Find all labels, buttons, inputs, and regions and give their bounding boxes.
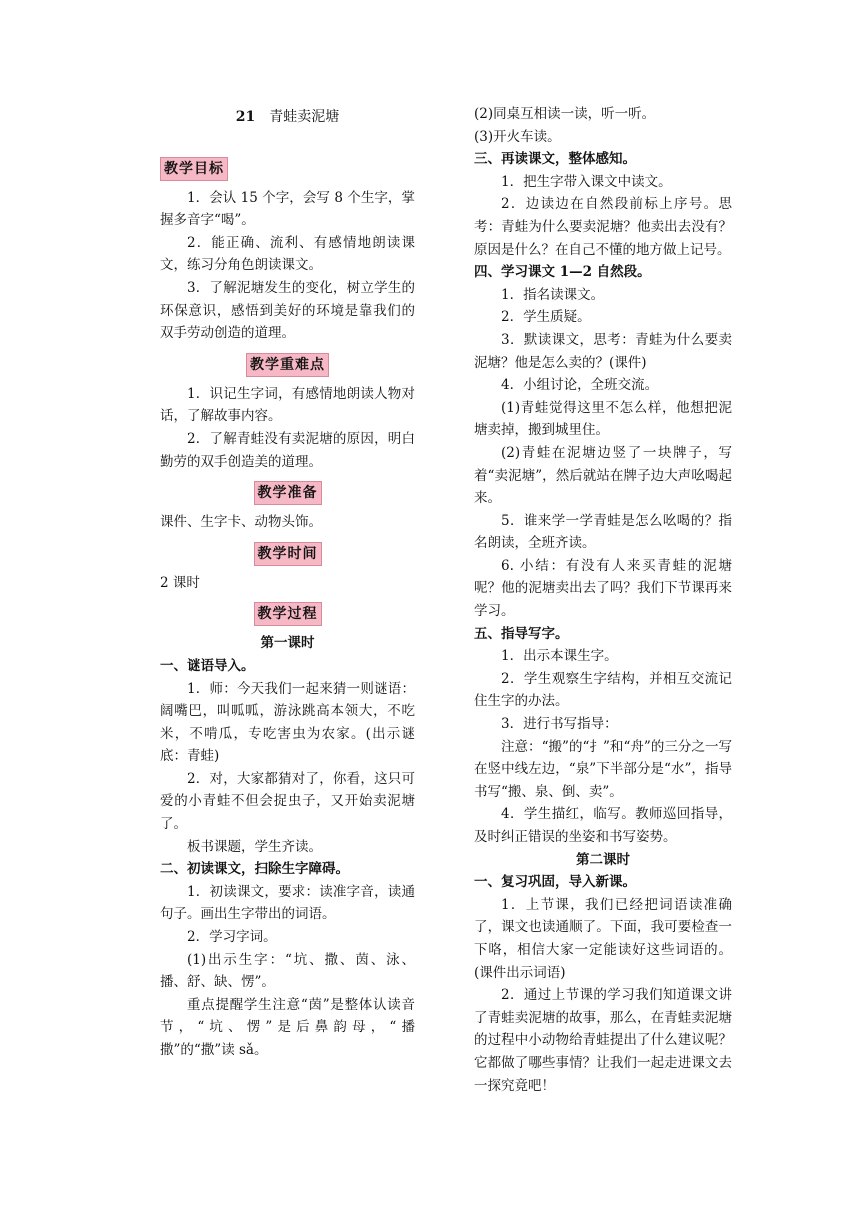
key-item: 1．识记生字词，有感情地朗读人物对话，了解故事内容。 xyxy=(160,385,415,425)
section-heading: 四、学习课文 1—2 自然段。 xyxy=(474,264,651,281)
goal-heading: 教学目标 xyxy=(160,157,228,181)
paragraph: (3)开火车读。 xyxy=(474,128,561,145)
left-column xyxy=(160,100,415,1062)
paragraph: 4．小组讨论，全班交流。 xyxy=(501,377,659,394)
paragraph: 1．把生字带入课文中读文。 xyxy=(501,173,672,190)
section-heading: 三、再读课文，整体感知。 xyxy=(474,151,636,168)
paragraph: 3．默读课文，思考：青蛙为什么要卖泥塘？他是怎么卖的？(课件) xyxy=(474,331,732,371)
lesson-title xyxy=(160,106,415,129)
paragraph: 6. 小结：有没有人来买青蛙的泥塘呢？他的泥塘卖出去了吗？我们下节课再来学习。 xyxy=(474,557,732,620)
period-one-heading: 第一课时 xyxy=(260,635,315,652)
lesson-number: 21 xyxy=(235,109,256,125)
paragraph: 4．学生描红，临写。教师巡回指导，及时纠正错误的坐姿和书写姿势。 xyxy=(474,806,732,845)
paragraph: 1．师：今天我们一起来猜一则谜语：阔嘴巴，叫呱呱，游泳跳高本领大，不吃米，不啃瓜，专吃害虫为农家。(出示谜底：青蛙) xyxy=(160,680,415,765)
paragraph: 重点提醒学生注意“茵”是整体认读音节，“坑、愣”是后鼻韵母，“播撒”的“撒”读 sǎ。 xyxy=(160,996,415,1058)
paragraph: 3．进行书写指导： xyxy=(501,716,618,733)
paragraph: 2．对，大家都猜对了，你看，这只可爱的小青蛙不但会捉虫子，又开始卖泥塘了。 xyxy=(160,770,415,833)
goal-item: 1．会认 15 个字，会写 8 个生字，掌握多音字“喝”。 xyxy=(160,189,415,229)
time-text: 2 课时 xyxy=(160,574,200,591)
process-heading: 教学过程 xyxy=(254,602,322,626)
key-heading: 教学重难点 xyxy=(246,353,329,377)
paragraph: 1．上节课，我们已经把词语读准确了，课文也读通顺了。下面，我可要检查一下咯，相信大家一定能读好这些词语的。(课件出示词语) xyxy=(474,896,732,981)
paragraph: 5．谁来学一学青蛙是怎么吆喝的？指名朗读，全班齐读。 xyxy=(474,512,732,552)
right-column xyxy=(474,103,732,1097)
paragraph: 1．初读课文，要求：读准字音，读通句子。画出生字带出的词语。 xyxy=(160,883,415,923)
lesson-title-text: 青蛙卖泥塘 xyxy=(269,109,340,125)
paragraph: (1)出示生字：“坑、撒、茵、泳、播、舒、缺、愣”。 xyxy=(160,951,415,991)
paragraph: (2)同桌互相读一读，听一听。 xyxy=(474,106,656,122)
process-heading-wrap xyxy=(160,602,415,626)
paragraph: 2．学习字词。 xyxy=(187,929,277,946)
section-heading: 一、谜语导入。 xyxy=(160,657,255,674)
paragraph: 2．学生质疑。 xyxy=(501,309,591,326)
paragraph: (2)青蛙在泥塘边竖了一块牌子，写着“卖泥塘”，然后就站在牌子边大声吆喝起来。 xyxy=(474,444,732,507)
paragraph: 1．指名读课文。 xyxy=(501,286,605,303)
prep-heading: 教学准备 xyxy=(254,481,322,505)
key-item: 2．了解青蛙没有卖泥塘的原因，明白勤劳的双手创造美的道理。 xyxy=(160,430,415,470)
prep-heading-wrap xyxy=(160,481,415,505)
paragraph: 注意：“搬”的“扌”和“舟”的三分之一写在竖中线左边，“泉”下半部分是“水”，指导书写“搬、泉、倒、卖”。 xyxy=(474,738,732,800)
paragraph: (1)青蛙觉得这里不怎么样，他想把泥塘卖掉，搬到城里住。 xyxy=(474,399,732,439)
time-heading-wrap xyxy=(160,542,415,566)
paragraph: 2．学生观察生字结构，并相互交流记住生字的办法。 xyxy=(474,670,732,710)
time-heading: 教学时间 xyxy=(254,542,322,566)
paragraph: 2．边读边在自然段前标上序号。思考：青蛙为什么要卖泥塘？他卖出去没有？原因是什么？在自己不懂的地方做上记号。 xyxy=(474,196,732,258)
section-heading: 一、复习巩固，导入新课。 xyxy=(474,874,636,891)
period-two-heading: 第二课时 xyxy=(576,851,630,868)
section-heading: 五、指导写字。 xyxy=(474,625,569,642)
goal-item: 3．了解泥塘发生的变化，树立学生的环保意识，感悟到美好的环境是靠我们的双手劳动创造的道理。 xyxy=(160,279,415,342)
goal-heading-wrap xyxy=(160,157,415,181)
goal-item: 2．能正确、流利、有感情地朗读课文，练习分角色朗读课文。 xyxy=(160,234,415,274)
paragraph: 板书课题，学生齐读。 xyxy=(187,838,322,855)
prep-text: 课件、生字卡、动物头饰。 xyxy=(160,514,322,531)
key-heading-wrap xyxy=(160,353,415,377)
paragraph: 2．通过上节课的学习我们知道课文讲了青蛙卖泥塘的故事，那么，在青蛙卖泥塘的过程中小动物给青蛙提出了什么建议呢？它都做了哪些事情？让我们一起走进课文去一探究竟吧！ xyxy=(474,987,732,1094)
paragraph: 1．出示本课生字。 xyxy=(501,648,618,665)
section-heading: 二、初读课文，扫除生字障碍。 xyxy=(160,861,349,878)
